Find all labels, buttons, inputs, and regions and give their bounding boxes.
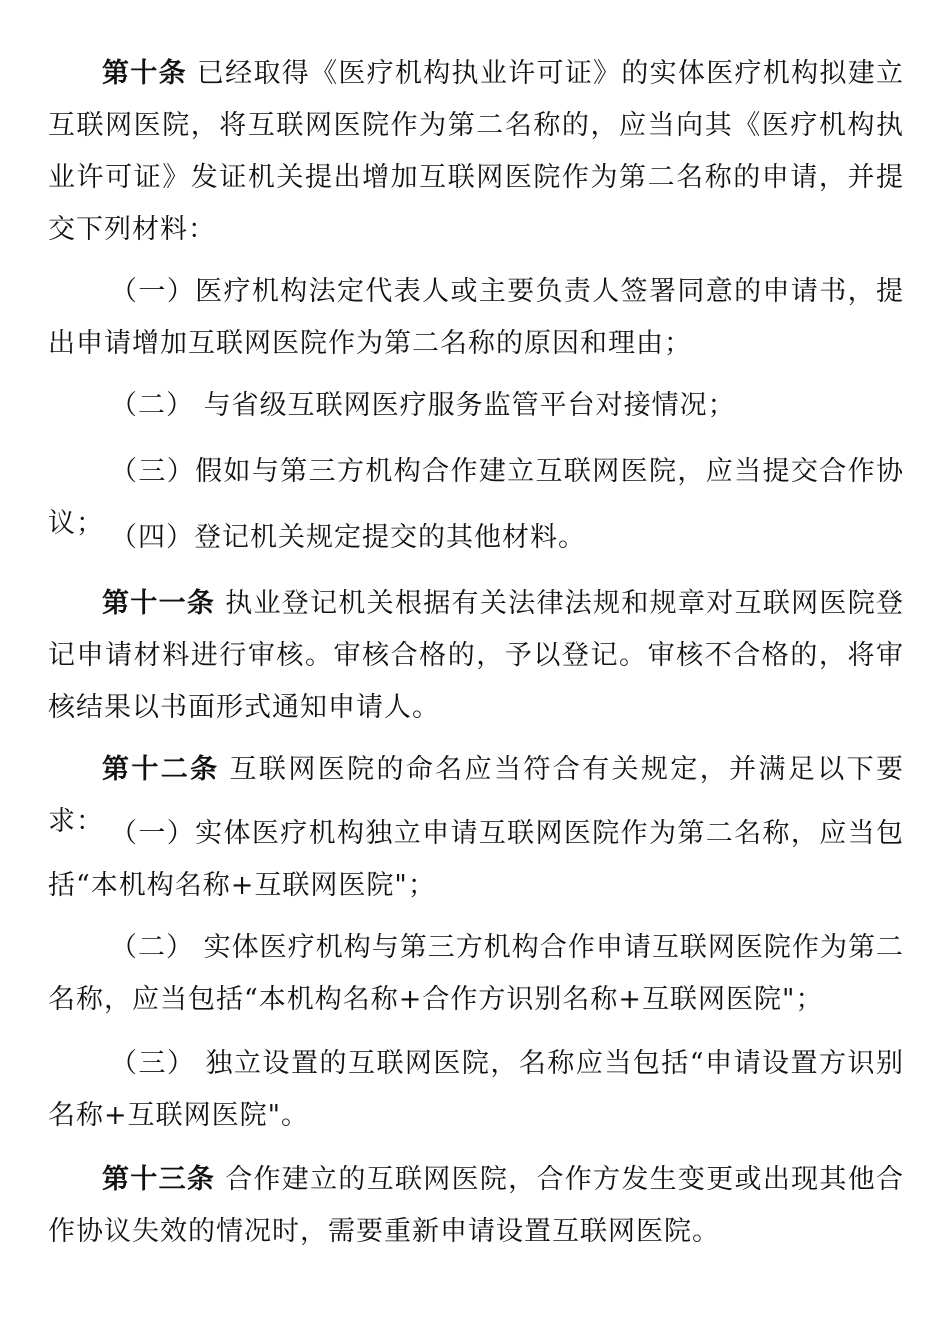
- article-13-paragraph: [48, 1154, 904, 1258]
- article-12-item-3: （三） 独立设置的互联网医院，名称应当包括“申请设置方识别名称+互联网医院"。: [48, 1048, 904, 1131]
- article-13-heading: 第十三条: [102, 1164, 216, 1195]
- article-10-heading: 第十条: [102, 58, 187, 89]
- article-12-text: 互联网医院的命名应当符合有关规定，并满足以下要求：: [48, 754, 905, 837]
- article-12-item-2: （二） 实体医疗机构与第三方机构合作申请互联网医院作为第二名称，应当包括“本机构名称+合作方识别名称+互联网医院"；: [48, 932, 904, 1015]
- article-10-item-3: （三）假如与第三方机构合作建立互联网医院，应当提交合作协议；: [48, 456, 904, 539]
- article-10-item-2: （二） 与省级互联网医疗服务监管平台对接情况；: [110, 390, 736, 421]
- article-11-heading: 第十一条: [102, 588, 216, 619]
- article-12-item-1: （一）实体医疗机构独立申请互联网医院作为第二名称，应当包括“本机构名称+互联网医院"；: [48, 818, 904, 901]
- article-10-paragraph: [48, 48, 904, 256]
- article-11-paragraph: [48, 578, 904, 734]
- article-11-text: 执业登记机关根据有关法律法规和规章对互联网医院登记申请材料进行审核。审核合格的，予以登记。审核不合格的，将审核结果以书面形式通知申请人。: [48, 588, 905, 723]
- article-10-item-1: （一）医疗机构法定代表人或主要负责人签署同意的申请书，提出申请增加互联网医院作为第二名称的原因和理由；: [48, 276, 904, 359]
- article-10-item-4: （四）登记机关规定提交的其他材料。: [110, 522, 586, 553]
- article-13-text: 合作建立的互联网医院，合作方发生变更或出现其他合作协议失效的情况时，需要重新申请设置互联网医院。: [48, 1164, 905, 1247]
- article-12-heading: 第十二条: [102, 754, 220, 785]
- article-10-text: 已经取得《医疗机构执业许可证》的实体医疗机构拟建立互联网医院，将互联网医院作为第二名称的，应当向其《医疗机构执业许可证》发证机关提出增加互联网医院作为第二名称的申请，并提交下列材料：: [48, 58, 905, 245]
